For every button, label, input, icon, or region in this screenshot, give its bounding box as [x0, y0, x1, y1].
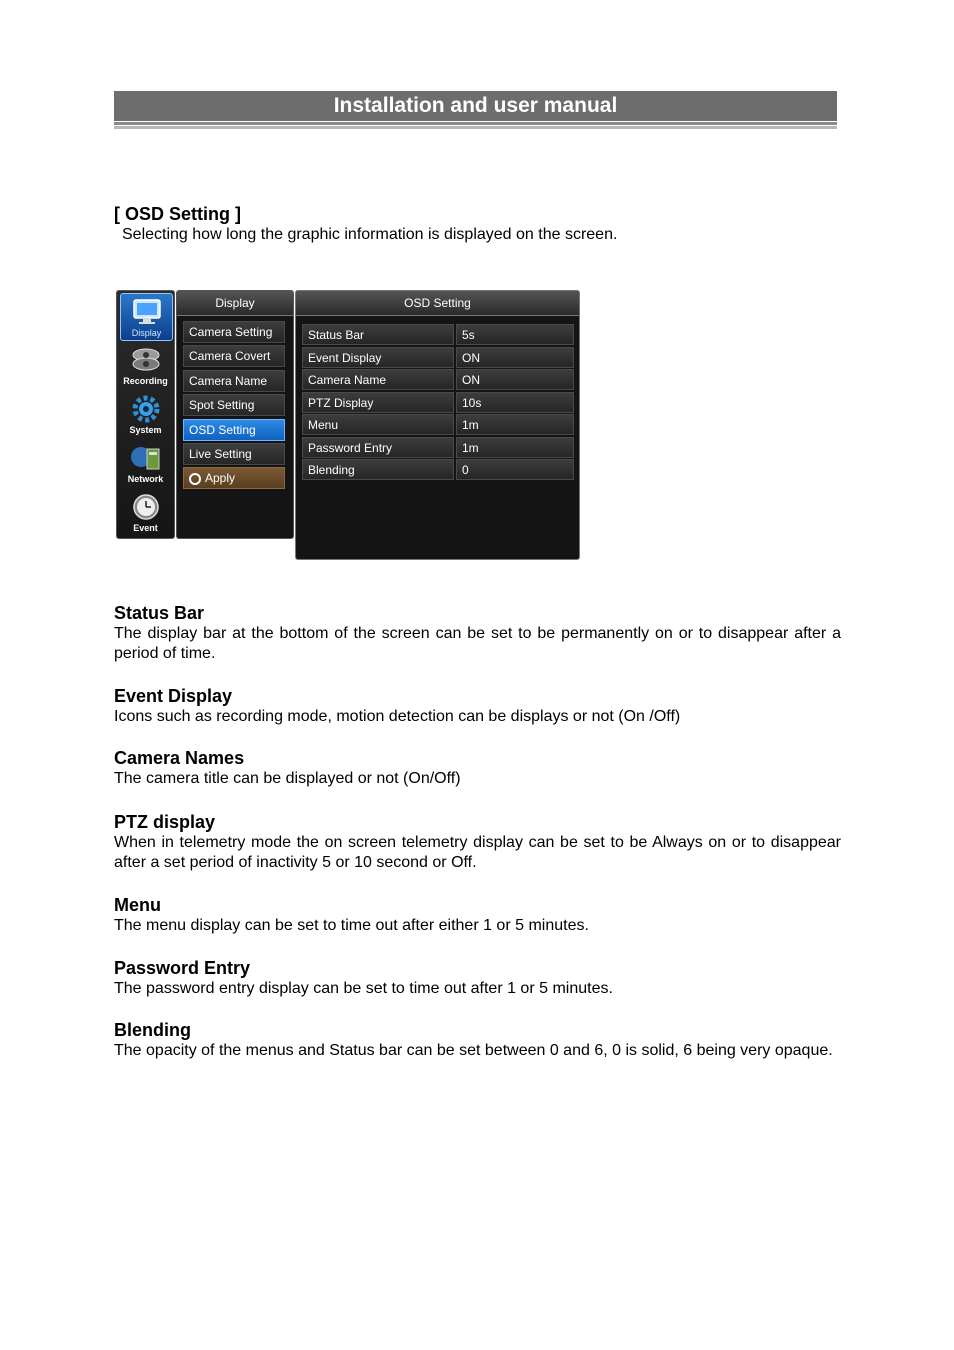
osd-label: Blending	[302, 459, 454, 480]
main-category-bar	[116, 290, 175, 539]
osd-label: Menu	[302, 414, 454, 435]
menu-item-osd-setting[interactable]: OSD Setting	[183, 419, 285, 441]
osd-row-password-entry	[302, 437, 574, 458]
osd-label: PTZ Display	[302, 392, 454, 413]
category-system[interactable]	[120, 391, 171, 437]
category-display[interactable]	[120, 293, 173, 341]
osd-value-ptz-display[interactable]: 10s	[456, 392, 574, 413]
description-title: Event Display	[114, 686, 233, 706]
category-recording-label: Recording	[123, 376, 168, 386]
description-text: The opacity of the menus and Status bar can be set between 0 and 6, 0 is solid, 6 being very opaque.	[114, 1042, 833, 1059]
description-text: Icons such as recording mode, motion detection can be displays or not (On /Off)	[114, 708, 681, 725]
apply-icon	[189, 473, 201, 485]
submenu-list	[183, 321, 285, 492]
osd-label: Event Display	[302, 347, 454, 368]
description-menu	[114, 894, 841, 936]
description-status-bar	[114, 602, 841, 664]
dvr-menu-screenshot	[116, 290, 582, 562]
category-network[interactable]	[120, 440, 171, 486]
menu-item-camera-name[interactable]: Camera Name	[183, 370, 285, 392]
osd-value-event-display[interactable]: ON	[456, 347, 574, 368]
description-text: The camera title can be displayed or not (On/Off)	[114, 770, 461, 787]
description-title: Password Entry	[114, 958, 251, 978]
menu-item-camera-setting[interactable]: Camera Setting	[183, 321, 285, 343]
osd-panel-title: OSD Setting	[296, 291, 579, 316]
osd-row-event-display	[302, 347, 574, 368]
osd-row-status-bar	[302, 324, 574, 345]
description-title: Menu	[114, 895, 161, 915]
category-event[interactable]	[120, 489, 171, 535]
monitor-icon	[130, 297, 164, 327]
section-title: [ OSD Setting ]	[114, 204, 241, 224]
category-system-label: System	[129, 425, 162, 435]
description-blending	[114, 1019, 841, 1061]
network-icon	[129, 443, 163, 473]
osd-row-menu	[302, 414, 574, 435]
menu-item-spot-setting[interactable]: Spot Setting	[183, 394, 285, 416]
osd-settings-list	[302, 324, 574, 482]
description-text: The display bar at the bottom of the screen can be set to be permanently on or to disappear after a period of time.	[114, 625, 841, 662]
description-title: Camera Names	[114, 748, 245, 768]
osd-row-ptz-display	[302, 392, 574, 413]
osd-value-blending[interactable]: 0	[456, 459, 574, 480]
osd-setting-panel	[295, 290, 580, 560]
display-submenu-panel	[176, 290, 294, 539]
clock-icon	[129, 492, 163, 522]
osd-value-password-entry[interactable]: 1m	[456, 437, 574, 458]
menu-item-live-setting[interactable]: Live Setting	[183, 443, 285, 465]
osd-value-camera-name[interactable]: ON	[456, 369, 574, 390]
recording-icon	[129, 345, 163, 375]
osd-label: Password Entry	[302, 437, 454, 458]
description-text: The password entry display can be set to time out after 1 or 5 minutes.	[114, 980, 613, 997]
header-divider-secondary	[114, 126, 837, 129]
category-network-label: Network	[127, 474, 164, 484]
category-recording[interactable]	[120, 342, 171, 388]
osd-value-menu[interactable]: 1m	[456, 414, 574, 435]
description-text: When in telemetry mode the on screen telemetry display can be set to be Always on or to disappear after a set period of inactivity 5 or 10 second or Off.	[114, 834, 841, 871]
category-display-label: Display	[131, 328, 162, 338]
category-event-label: Event	[133, 523, 158, 533]
osd-row-blending	[302, 459, 574, 480]
osd-row-camera-name	[302, 369, 574, 390]
description-text: The menu display can be set to time out after either 1 or 5 minutes.	[114, 917, 589, 934]
description-event-display	[114, 685, 841, 727]
description-title: Status Bar	[114, 603, 205, 623]
description-camera-names	[114, 747, 841, 789]
header-divider	[114, 122, 837, 125]
description-password-entry	[114, 957, 841, 999]
apply-button[interactable]	[183, 467, 285, 489]
section-intro: Selecting how long the graphic information is displayed on the screen.	[122, 226, 618, 243]
submenu-title: Display	[177, 291, 293, 316]
description-ptz-display	[114, 811, 841, 873]
apply-label: Apply	[205, 471, 236, 486]
osd-value-status-bar[interactable]: 5s	[456, 324, 574, 345]
osd-label: Status Bar	[302, 324, 454, 345]
osd-label: Camera Name	[302, 369, 454, 390]
description-title: PTZ display	[114, 812, 216, 832]
gear-icon	[129, 394, 163, 424]
menu-item-camera-covert[interactable]: Camera Covert	[183, 345, 285, 367]
description-title: Blending	[114, 1020, 191, 1040]
page-header: Installation and user manual	[114, 91, 837, 121]
